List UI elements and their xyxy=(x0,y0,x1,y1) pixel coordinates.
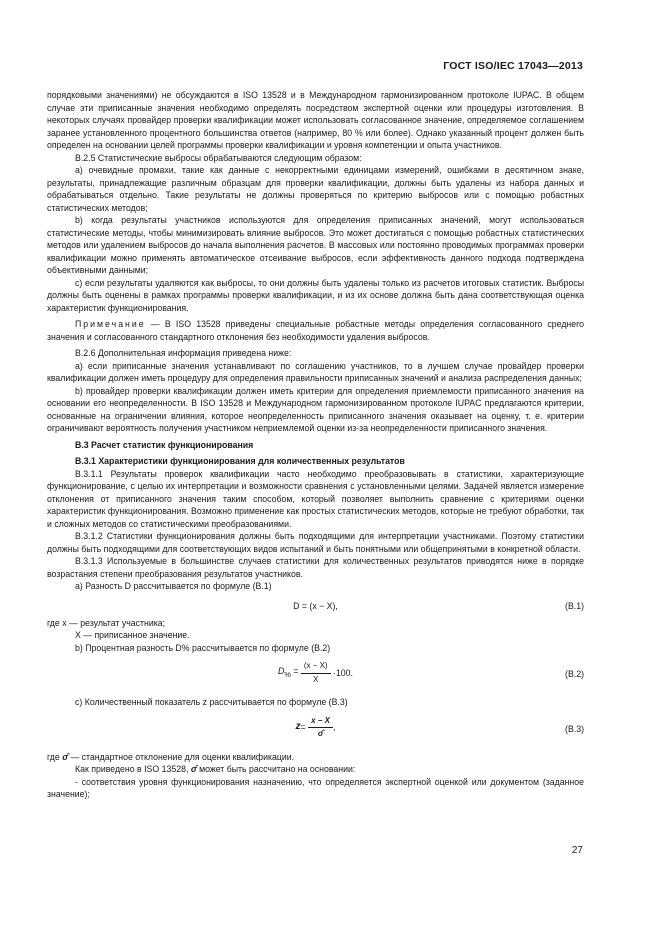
formula-b1 xyxy=(47,598,584,612)
note-label: Примечание xyxy=(75,319,146,329)
where-sigma-prefix: где xyxy=(47,751,60,762)
paragraph-b26b: b) провайдер проверки квалификации должен иметь критерии для определения приемлемости приписанного значения на основании его неопределенности. В ISO 13528 и Международном гармонизированном протоколе IUPAC предлагаются критерии, основанные на ограничении влияния, которое неопределенность приписанного значения оказывает на оценку, т. е. критерии ограничивают вероятность получения участником неприемлемой оценки из-за неопределенности приписанного значения. xyxy=(47,385,584,433)
paragraph-b313a: а) Разность D рассчитывается по формуле (В.1) xyxy=(75,581,272,591)
paragraph-last1-tail: может быть рассчитано на основании: xyxy=(196,764,356,774)
document-body xyxy=(47,89,584,801)
paragraph-b25: В.2.5 Статистические выбросы обрабатываются следующим образом: xyxy=(75,152,362,163)
paragraph-b313b: b) Процентная разность D% рассчитывается по формуле (В.2) xyxy=(75,642,331,653)
section-b31-title: В.3.1 Характеристики функционирования для количественных результатов xyxy=(75,456,405,466)
formula-b3-fraction xyxy=(308,715,336,741)
formula-b3-numerator: x − X xyxy=(308,715,333,729)
page-number: 27 xyxy=(571,845,583,856)
paragraph-last1 xyxy=(47,763,584,776)
formula-b2-number: (В.2) xyxy=(565,669,584,679)
formula-b2-fraction xyxy=(301,660,331,686)
sigma-symbol-inline: σ̂ xyxy=(190,764,197,774)
paragraph-continued: порядковыми значениями) не обсуждаются в ISO 13528 и в Международном гармонизированном протоколе IUPAC. В общем случае эти приписанные значения необходимо определять посредством экспертной оценки или процедуры изготовления. В некоторых случаях провайдер проверки квалификации может использовать согласованное значение, определяемое соглашением заранее установленного процентного большинства ответов (например, 80 % или более). Однако указанный процент должен быть определен на основании целей программы проверки квалификации и уровня компетенции и опыта участников. xyxy=(47,90,584,150)
formula-b3-equals: = xyxy=(300,722,306,733)
section-b3-title: В.3 Расчет статистик функционирования xyxy=(75,439,254,450)
paragraph-b25c: с) если результаты удаляются как выбросы, то они должны быть удалены только из расчетов итоговых статистик. Выбросы должны быть оценены в рамках программы проверки квалификации, и из их основе должна быть дана соответствующая оценка характеристик функционирования. xyxy=(47,277,584,313)
sigma-symbol: σ̂ xyxy=(62,751,69,762)
formula-b2-lhs: D xyxy=(278,665,285,676)
formula-b1-number: (В.1) xyxy=(565,600,584,611)
formula-b3-denominator: σ̂ xyxy=(317,729,324,738)
paragraph-b26a: а) если приписанные значения устанавливают по соглашению участников, то в лучшем случае провайдер проверки квалификации должен иметь процедуру для определения правильности приписанных значений и анализа распределения данных; xyxy=(47,360,584,383)
formula-b1-expression: D = (x − X), xyxy=(293,600,338,611)
formula-b3 xyxy=(47,713,584,745)
formula-b2-subscript: % xyxy=(284,669,291,679)
formula-b2-tail: ·100. xyxy=(333,667,353,678)
where-x: где x — результат участника; xyxy=(47,617,166,628)
formula-b2-equals: = xyxy=(293,665,299,676)
formula-b2-denominator: X xyxy=(313,674,319,684)
paragraph-last1-start: Как приведено в ISO 13528, xyxy=(75,764,189,774)
paragraph-b313: В.3.1.3 Используемые в большинстве случаев статистики для количественных результатов приводятся ниже в порядке возрастания степени преобразования результатов участников. xyxy=(47,556,584,579)
paragraph-b311: В.3.1.1 Результаты проверок квалификации часто необходимо преобразовывать в статистики, характеризующие функционирование, с целью их интерпретации и возможности сравнения с установленными целями. Задачей является измерение отклонения от приписанного значения таким способом, который позволяет выполнить сравнение с критериями оценки характеристик функционирования. Возможно применение как простых статистических методов, которые не требуют обработки, так и сложных методов со статистическими преобразованиями. xyxy=(47,468,584,529)
paragraph-b313c: с) Количественный показатель z рассчитывается по формуле (В.3) xyxy=(75,697,348,707)
formula-b3-tail: , xyxy=(333,722,336,733)
note-text: — В ISO 13528 приведены специальные робастные методы определения согласованного среднего значения и согласованного стандартного отклонения без необходимости удаления выбросов. xyxy=(47,319,584,342)
where-sigma-text: — стандартное отклонение для оценки квалификации. xyxy=(68,751,295,762)
note-paragraph xyxy=(47,318,584,343)
formula-b3-number: (В.3) xyxy=(565,723,584,734)
paragraph-last2: - соответствия уровня функционирования назначению, что определяется экспертной оценкой или документом (заданное значение); xyxy=(47,776,584,799)
formula-b2-numerator: (x − X) xyxy=(301,660,331,674)
where-X: X — приписанное значение. xyxy=(75,630,190,640)
paragraph-b26: В.2.6 Дополнительная информация приведена ниже: xyxy=(75,348,292,358)
paragraph-b25b: b) когда результаты участников используются для определения приписанных значений, могут использоваться статистические методы, чтобы минимизировать влияние выбросов. Это может достигаться с помощью робастных статистических методов или удалением выбросов до начала выполнения расчетов. В массовых или постоянно проводимых программах проверки квалификации можно применять автоматическое отсеивание выбросов, если эффективность данного подхода подтверждена объективными данными; xyxy=(47,215,584,275)
page-header-title: ГОСТ ISO/IEC 17043—2013 xyxy=(443,60,583,72)
paragraph-b25a: а) очевидные промахи, такие как данные с некорректными единицами измерений, ошибками в десятичном знаке, результаты, принадлежащие различным образцам для проверки квалификации, должны быть удалены из набора данных и обрабатываться отдельно. Такие результаты не должны проверяться по критерию выбросов или с помощью робастных статистических методов; xyxy=(47,165,584,213)
formula-b2 xyxy=(47,658,584,690)
formula-b3-lhs: z xyxy=(295,721,301,733)
paragraph-b312: В.3.1.2 Статистики функционирования должны быть подходящими для интерпретации участниками. Поэтому статистики должны быть подходящими для соответствующих видов испытаний и быть понятными или общепринятыми в конкретной области. xyxy=(47,531,584,554)
where-sigma xyxy=(47,751,584,764)
